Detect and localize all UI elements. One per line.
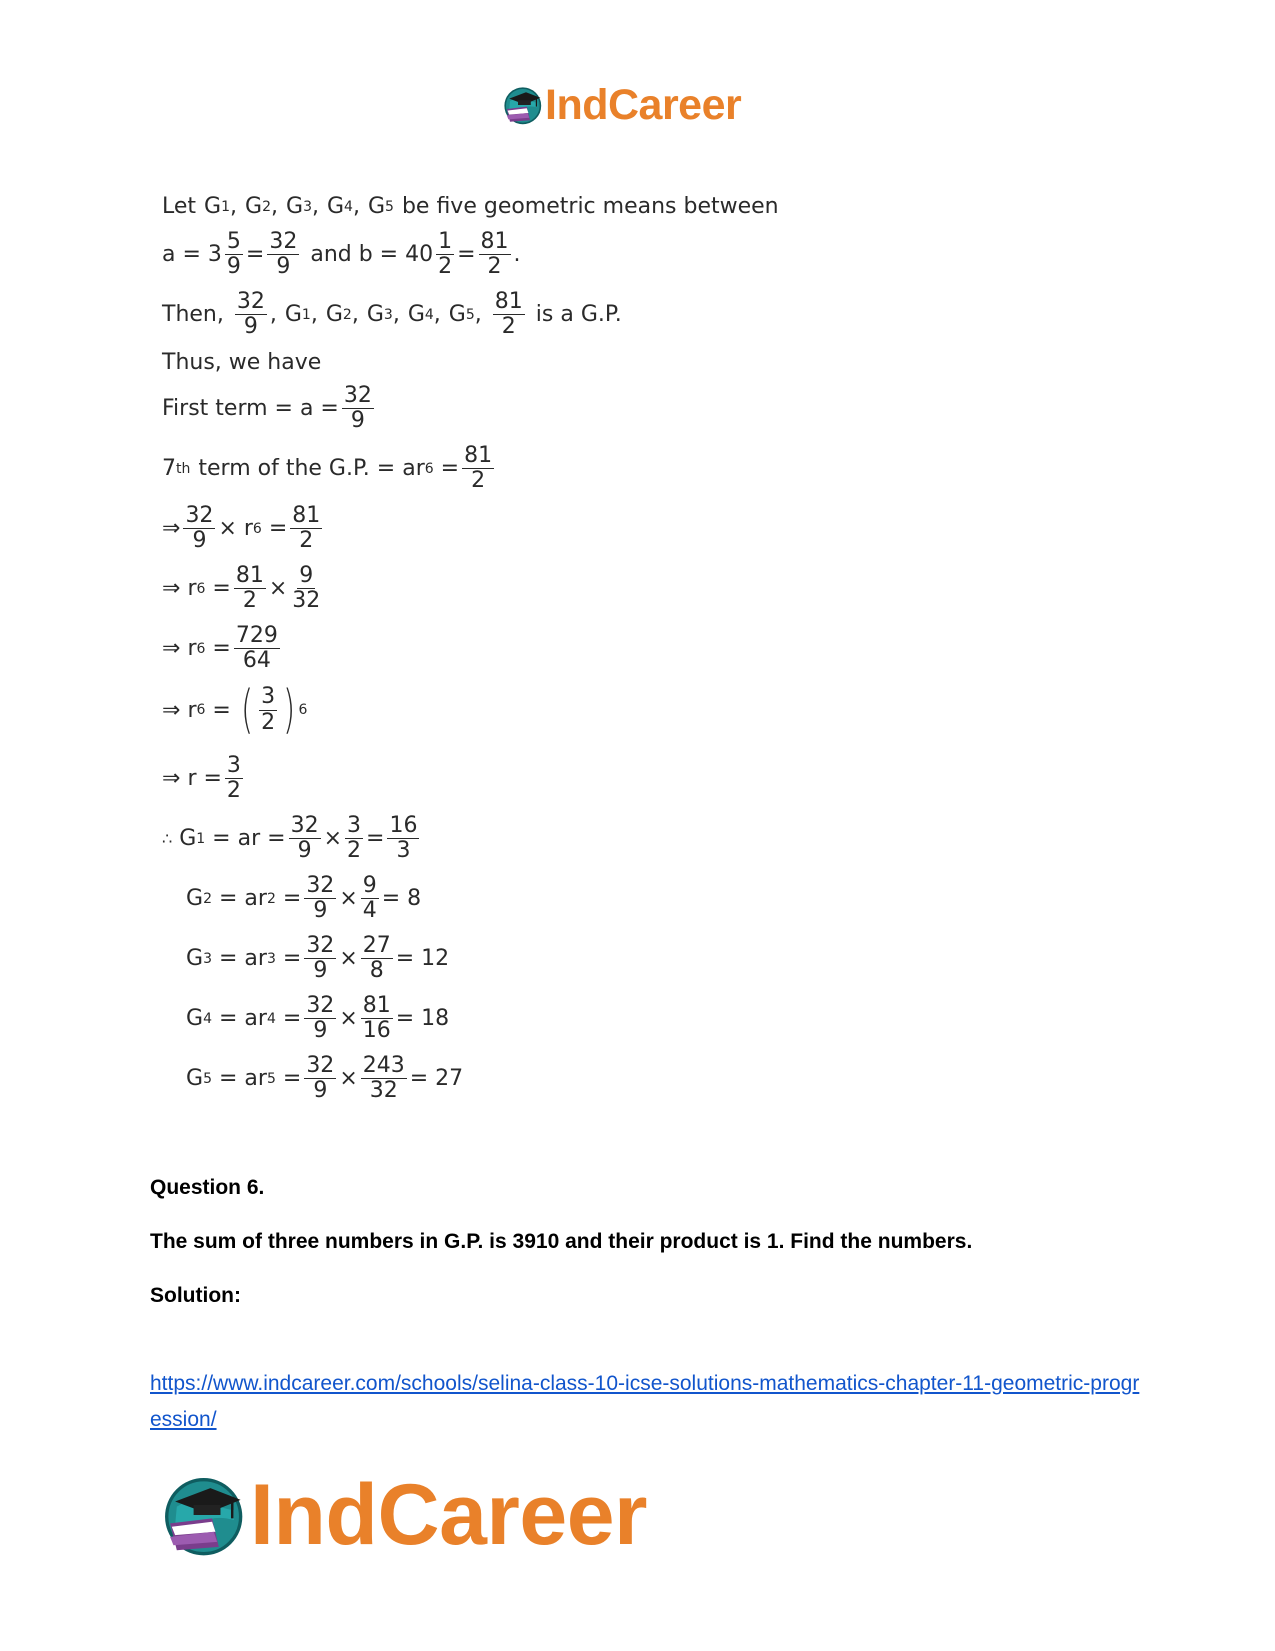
question-text: The sum of three numbers in G.P. is 3910 and their product is 1. Find the numbers. <box>150 1230 973 1253</box>
indcareer-logo-top <box>502 80 741 130</box>
math-line-10: ⇒ r 6 = ( $\frac{3}{2}$ ) 6 <box>162 680 308 740</box>
math-line-9: ⇒ r 6 = $\frac{729}{64}$ <box>162 623 278 674</box>
math-line-1: Let G 1 , G 2 , G 3 , G 4 , G 5 be five geometric means between <box>162 194 779 219</box>
math-line-4: Thus, we have <box>162 350 322 375</box>
math-line-12: ∴ G 1 = ar = $\frac{32}{9}$ × $\frac{3}{2}$ = $\frac{16}{3}$ <box>162 813 418 864</box>
solution-label: Solution: <box>150 1284 241 1307</box>
question-number: Question 6. <box>150 1176 265 1199</box>
math-line-2: a = 3 $\frac{5}{9}$ = $\frac{32}{9}$ and b = 40 $\frac{1}{2}$ = $\frac{81}{2}$ . <box>162 229 521 280</box>
math-line-5: First term = a = $\frac{32}{9}$ <box>162 383 372 434</box>
logo-wordmark: IndCareer <box>545 80 742 129</box>
footer-source-link[interactable]: https://www.indcareer.com/schools/selina-class-10-icse-solutions-mathematics-chapter-11-geometric-progression/ <box>150 1372 1140 1431</box>
logo-wordmark: IndCareer <box>250 1466 647 1563</box>
indcareer-logo-bottom <box>160 1466 647 1563</box>
math-line-14: G 3 = ar 3 = $\frac{32}{9}$ × $\frac{27}{8}$ = 12 <box>186 933 450 984</box>
graduation-globe-icon <box>160 1473 244 1557</box>
math-line-11: ⇒ r = $\frac{3}{2}$ <box>162 753 241 804</box>
math-line-7: ⇒ $\frac{32}{9}$ × r 6 = $\frac{81}{2}$ <box>162 503 321 554</box>
math-line-6: 7 th term of the G.P. = ar 6 = $\frac{81}{2}$ <box>162 443 493 494</box>
math-line-8: ⇒ r 6 = $\frac{81}{2}$ × $\frac{9}{32}$ <box>162 563 321 614</box>
math-line-15: G 4 = ar 4 = $\frac{32}{9}$ × $\frac{81}{16}$ = 18 <box>186 993 450 1044</box>
graduation-globe-icon <box>502 85 542 125</box>
math-line-13: G 2 = ar 2 = $\frac{32}{9}$ × $\frac{9}{4}$ = 8 <box>186 873 422 924</box>
math-line-16: G 5 = ar 5 = $\frac{32}{9}$ × $\frac{243}{32}$ = 27 <box>186 1053 464 1104</box>
math-line-3: Then, $\frac{32}{9}$ , G 1 , G 2 , G 3 , G 4 , G 5 , $\frac{81}{2}$ is a G.P. <box>162 289 622 340</box>
